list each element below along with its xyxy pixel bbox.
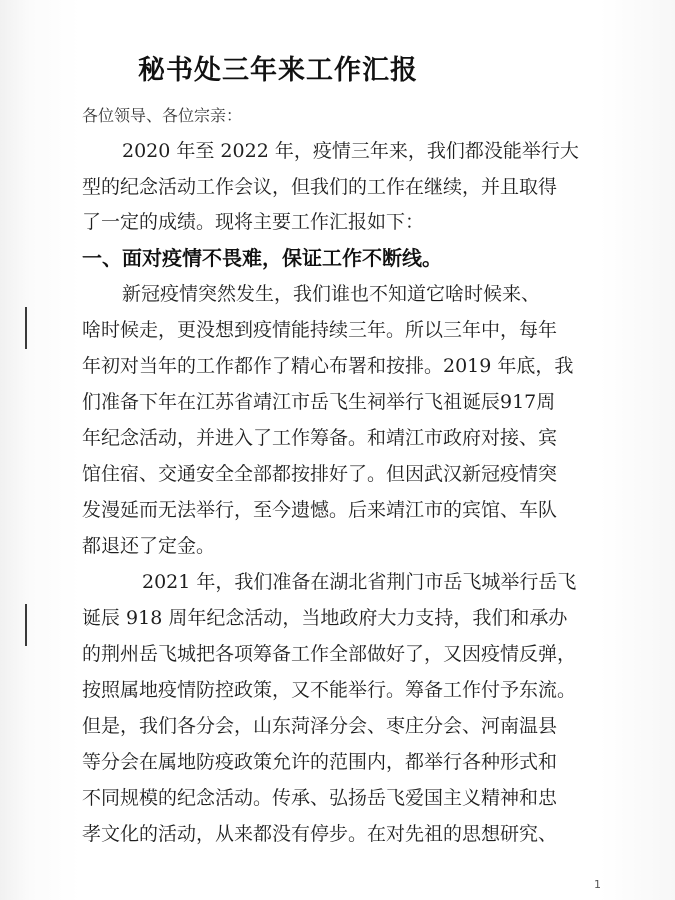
paragraph-line: 们准备下年在江苏省靖江市岳飞生祠举行飞祖诞辰917周	[82, 391, 556, 413]
section-heading: 一、面对疫情不畏难，保证工作不断线。	[82, 246, 442, 270]
paragraph-line: 型的纪念活动工作会议，但我们的工作在继续，并且取得	[82, 176, 558, 198]
document-title: 秘书处三年来工作汇报	[138, 55, 418, 86]
paragraph-line: 馆住宿、交通安全全部都按排好了。但因武汉新冠疫情突	[82, 463, 558, 485]
paragraph-line: 发漫延而无法举行，至今遗憾。后来靖江市的宾馆、车队	[82, 499, 558, 521]
paragraph-line: 了一定的成绩。现将主要工作汇报如下：	[82, 211, 425, 233]
page-number: 1	[594, 878, 601, 891]
paragraph-line: 按照属地疫情防控政策，又不能举行。筹备工作付予东流。	[82, 679, 577, 701]
paragraph-line: 但是，我们各分会，山东菏泽分会、枣庄分会、河南温县	[82, 715, 558, 737]
paragraph-line: 2021 年，我们准备在湖北省荆门市岳飞城举行岳飞	[142, 571, 577, 593]
margin-mark	[25, 604, 27, 646]
paragraph-line: 的荆州岳飞城把各项筹备工作全部做好了，又因疫情反弹，	[82, 643, 577, 665]
paragraph-line: 啥时候走，更没想到疫情能持续三年。所以三年中，每年	[82, 319, 558, 341]
paragraph-line: 2020 年至 2022 年，疫情三年来，我们都没能举行大	[122, 140, 579, 162]
paragraph-line: 新冠疫情突然发生，我们谁也不知道它啥时候来、	[122, 283, 541, 305]
paragraph-line: 年初对当年的工作都作了精心布署和按排。2019 年底，我	[82, 355, 574, 377]
greeting-line: 各位领导、各位宗亲：	[82, 106, 243, 125]
paragraph-line: 孝文化的活动，从来都没有停步。在对先祖的思想研究、	[82, 823, 558, 845]
margin-mark	[25, 307, 27, 349]
paragraph-line: 都退还了定金。	[82, 535, 216, 557]
paragraph-line: 年纪念活动，并进入了工作筹备。和靖江市政府对接、宾	[82, 427, 558, 449]
paragraph-line: 等分会在属地防疫政策允许的范围内，都举行各种形式和	[82, 751, 558, 773]
paragraph-line: 不同规模的纪念活动。传承、弘扬岳飞爱国主义精神和忠	[82, 787, 558, 809]
paragraph-line: 诞辰 918 周年纪念活动，当地政府大力支持，我们和承办	[82, 607, 568, 629]
